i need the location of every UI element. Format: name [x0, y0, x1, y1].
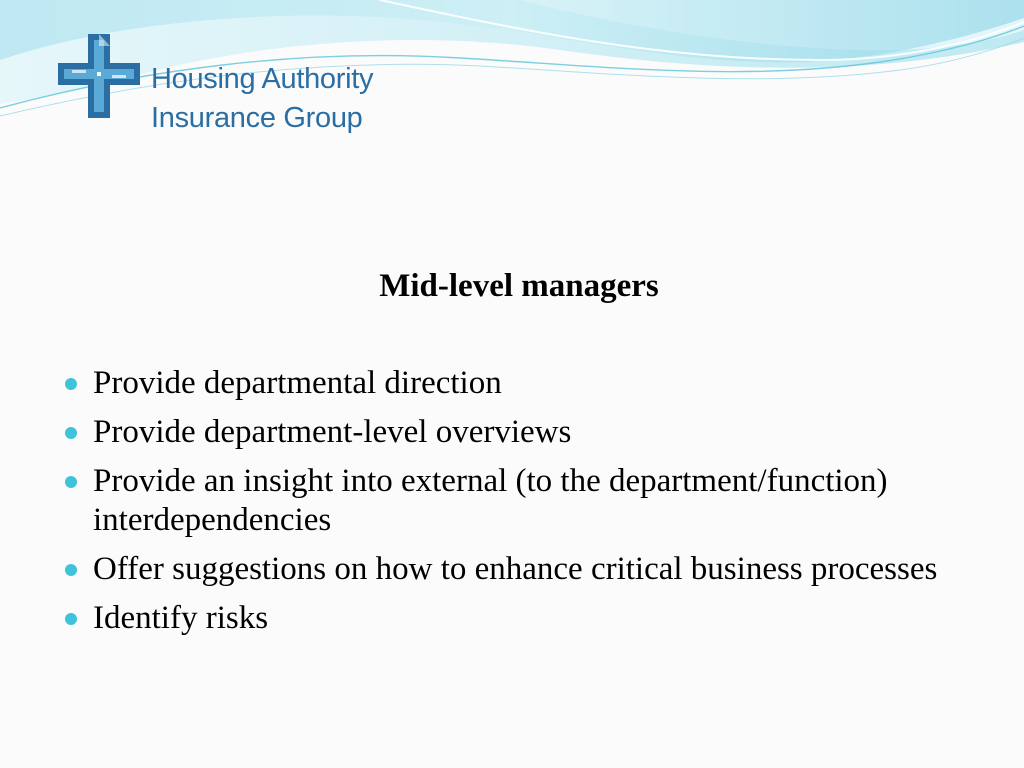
- bullet-text: Offer suggestions on how to enhance critical business processes: [93, 551, 938, 587]
- bullet-marker-icon: [65, 476, 77, 488]
- bullet-item: [62, 462, 962, 540]
- bullet-marker-icon: [65, 564, 77, 576]
- bullet-item: [62, 550, 962, 589]
- bullet-text: Provide department-level overviews: [93, 414, 572, 450]
- slide-title: Mid-level managers: [379, 268, 659, 304]
- bullet-marker-icon: [65, 427, 77, 439]
- logo-wordmark: [151, 60, 373, 138]
- bullet-text: Identify risks: [93, 600, 269, 636]
- bullet-text: Provide departmental direction: [93, 365, 502, 401]
- bullet-list: [62, 364, 962, 648]
- company-logo: [58, 34, 418, 134]
- cross-emblem-icon: [58, 34, 148, 124]
- bullet-item: [62, 413, 962, 452]
- bullet-marker-icon: [65, 613, 77, 625]
- bullet-item: [62, 599, 962, 638]
- bullet-item: [62, 364, 962, 403]
- logo-line-2: Insurance Group: [151, 102, 363, 134]
- logo-line-1: Housing Authority: [151, 63, 374, 95]
- bullet-text: Provide an insight into external (to the department/function) interdependencies: [93, 463, 888, 538]
- bullet-marker-icon: [65, 378, 77, 390]
